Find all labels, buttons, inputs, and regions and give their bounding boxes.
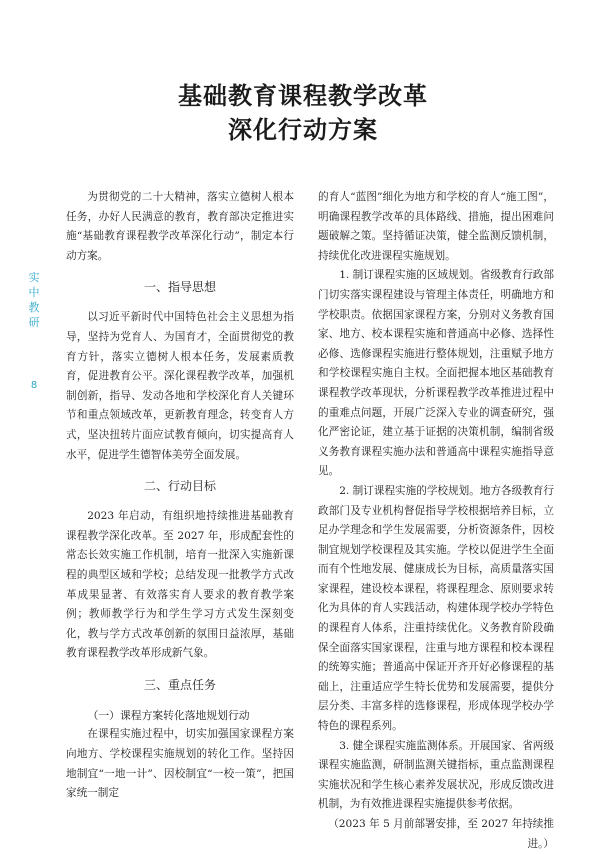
section-heading-key-tasks: 三、重点任务 <box>143 677 216 692</box>
paragraph-curriculum-plan: 在课程实施过程中，切实加强国家课程方案向地方、学校课程实施规划的转化工作。坚持因地制宜“一地一计”、因校制宜“一校一策”，把国家统一制定 <box>66 728 294 800</box>
intro-paragraph: 为贯彻党的二十大精神，落实立德树人根本任务，办好人民满意的教育，教育部决定推进实施“基础教育课程教学改革深化行动”，制定本行动方案。 <box>66 191 294 262</box>
paragraph-monitoring-system: 3. 健全课程实施监测体系。开展国家、省两级课程实施监测，研制监测关键指标，重点监测课程实施状况和学生核心素养发展状况，形成反馈改进机制，为有效推进课程实施提供参考依据。 <box>318 739 554 811</box>
section-heading-action-goals: 二、行动目标 <box>143 479 216 494</box>
left-column <box>66 188 294 804</box>
paragraph-action-goals: 2023 年启动，有组织地持续推进基础教育课程教学深化改革。至 2027 年，形成配套性的常态长效实施工作机制，培育一批深入实施新课程的典型区域和学校；总结发现一批教学方式改革成果显著、有效落实育人要求的教育教学案例；教师教学行为和学生学习方式发生深刻变化，教与学方式改革创新的氛围日益浓厚，基础教育课程教学改革形成新气象。 <box>66 510 294 660</box>
paragraph-regional-plan: 1. 制订课程实施的区域规划。省级教育行政部门切实落实课程建设与管理主体责任，明确地方和学校职责。依据国家课程方案，分别对义务教育国家、地方、校本课程实施和普通高中必修、选择性必修、选修课程实施进行整体规划，注重赋予地方和学校课程实施自主权。全面把握本地区基础教育课程教学改革现状，分析课程教学改革推进过程中的重难点问题，开展广泛深入专业的调查研究，强化严密论证，建立基于证据的决策机制，编制省级义务教育课程实施办法和普通高中课程实施指导意见。 <box>318 269 554 478</box>
sidebar-label-char: 实 <box>28 271 40 284</box>
right-column <box>318 188 554 854</box>
paragraph-continued: 的育人“蓝图”细化为地方和学校的育人“施工图”，明确课程教学改革的具体路线、措施，提出困难问题破解之策。坚持循证决策，健全监测反馈机制，持续优化改进课程实施规划。 <box>318 191 554 262</box>
document-title-line2: 深化行动方案 <box>228 116 378 144</box>
sidebar-label-char: 教 <box>28 301 40 314</box>
sidebar-label-char: 中 <box>28 286 40 299</box>
page-number: 8 <box>30 380 38 391</box>
subsection-heading-curriculum-plan: （一）课程方案转化落地规划行动 <box>87 708 250 722</box>
paragraph-school-plan: 2. 制订课程实施的学校规划。地方各级教育行政部门及专业机构督促指导学校根据培养目标，立足办学理念和学生发展需要，分析资源条件，因校制宜规划学校课程及其实施。学校以促进学生全面而有个性地发展、健康成长为目标，高质量落实国家课程，建设校本课程，将课程理念、原则要求转化为具体的育人实践活动，构建体现学校办学特色的课程育人体系，注重持续优化。义务教育阶段确保全面落实国家课程，注重与地方课程和校本课程的统筹实施；普通高中保证开齐开好必修课程的基础上，注重适应学生特长优势和发展需要，提供分层分类、丰富多样的选修课程，形成体现学校办学特色的课程系列。 <box>318 484 554 733</box>
paragraph-guiding-ideology: 以习近平新时代中国特色社会主义思想为指导，坚持为党育人、为国育才，全面贯彻党的教育方针，落实立德树人根本任务，发展素质教育，促进教育公平。深化课程教学改革，加强机制创新，指导、发动各地和学校深化育人关键环节和重点领域改革，更新教育理念，转变育人方式，坚决扭转片面应试教育倾向，切实提高育人水平，促进学生德智体美劳全面发展。 <box>66 311 294 461</box>
section-heading-guiding-ideology: 一、指导思想 <box>143 280 216 295</box>
sidebar-label-char: 研 <box>28 316 40 329</box>
sidebar-label <box>26 270 42 330</box>
schedule-note: （2023 年 5 月前部署安排，至 2027 年持续推进。） <box>328 818 554 850</box>
document-title-line1: 基础教育课程教学改革 <box>178 82 428 110</box>
